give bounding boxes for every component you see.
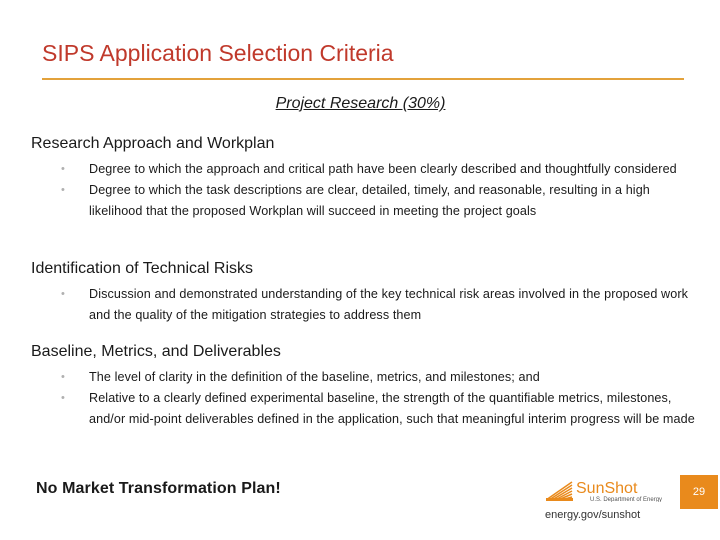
slide-subtitle — [0, 95, 720, 113]
bullet-list — [31, 367, 701, 430]
bullet-text: Degree to which the task descriptions are clear, detailed, timely, and reasonable, resulting in a high likelihood that the proposed Workplan will succeed in meeting the project goals — [89, 183, 650, 218]
section-heading: Research Approach and Workplan — [31, 135, 275, 152]
bullet-text: Relative to a clearly defined experimental baseline, the strength of the quantifiable metrics, milestones, and/or mid-point deliverables defined in the application, such that meaningful interim progress will be made — [89, 391, 695, 426]
bullet-icon: • — [61, 163, 65, 175]
bullet-item — [31, 159, 701, 180]
bullet-icon: • — [61, 392, 65, 404]
bullet-list — [31, 284, 701, 326]
footer-url: energy.gov/sunshot — [545, 509, 641, 521]
bullet-item — [31, 388, 701, 430]
bullet-text: Discussion and demonstrated understanding of the key technical risk areas involved in the proposed work and the quality of the mitigation strategies to address them — [89, 287, 689, 322]
closing-statement: No Market Transformation Plan! — [36, 480, 281, 497]
bullet-icon: • — [61, 288, 65, 300]
subtitle-text: Project Research (30%) — [275, 95, 446, 112]
bullet-item — [31, 180, 701, 222]
section-heading: Baseline, Metrics, and Deliverables — [31, 343, 281, 360]
section-baseline-metrics — [31, 343, 701, 430]
bullet-text: The level of clarity in the definition of the baseline, metrics, and milestones; and — [89, 370, 540, 384]
bullet-text: Degree to which the approach and critical path have been clearly described and thoughtfully considered — [89, 162, 677, 176]
logo-wordmark: SunShot — [576, 480, 638, 497]
bullet-list — [31, 159, 701, 222]
sun-rays-icon — [546, 482, 573, 501]
bullet-icon: • — [61, 184, 65, 196]
bullet-item — [31, 367, 701, 388]
sunshot-logo — [546, 478, 696, 502]
section-technical-risks — [31, 260, 701, 326]
section-heading: Identification of Technical Risks — [31, 260, 254, 277]
slide-title: SIPS Application Selection Criteria — [42, 40, 394, 66]
title-divider — [42, 78, 684, 80]
section-research-approach — [31, 135, 701, 222]
logo-subtext: U.S. Department of Energy — [590, 497, 663, 502]
bullet-icon: • — [61, 371, 65, 383]
page-number: 29 — [680, 475, 718, 509]
bullet-item — [31, 284, 701, 326]
